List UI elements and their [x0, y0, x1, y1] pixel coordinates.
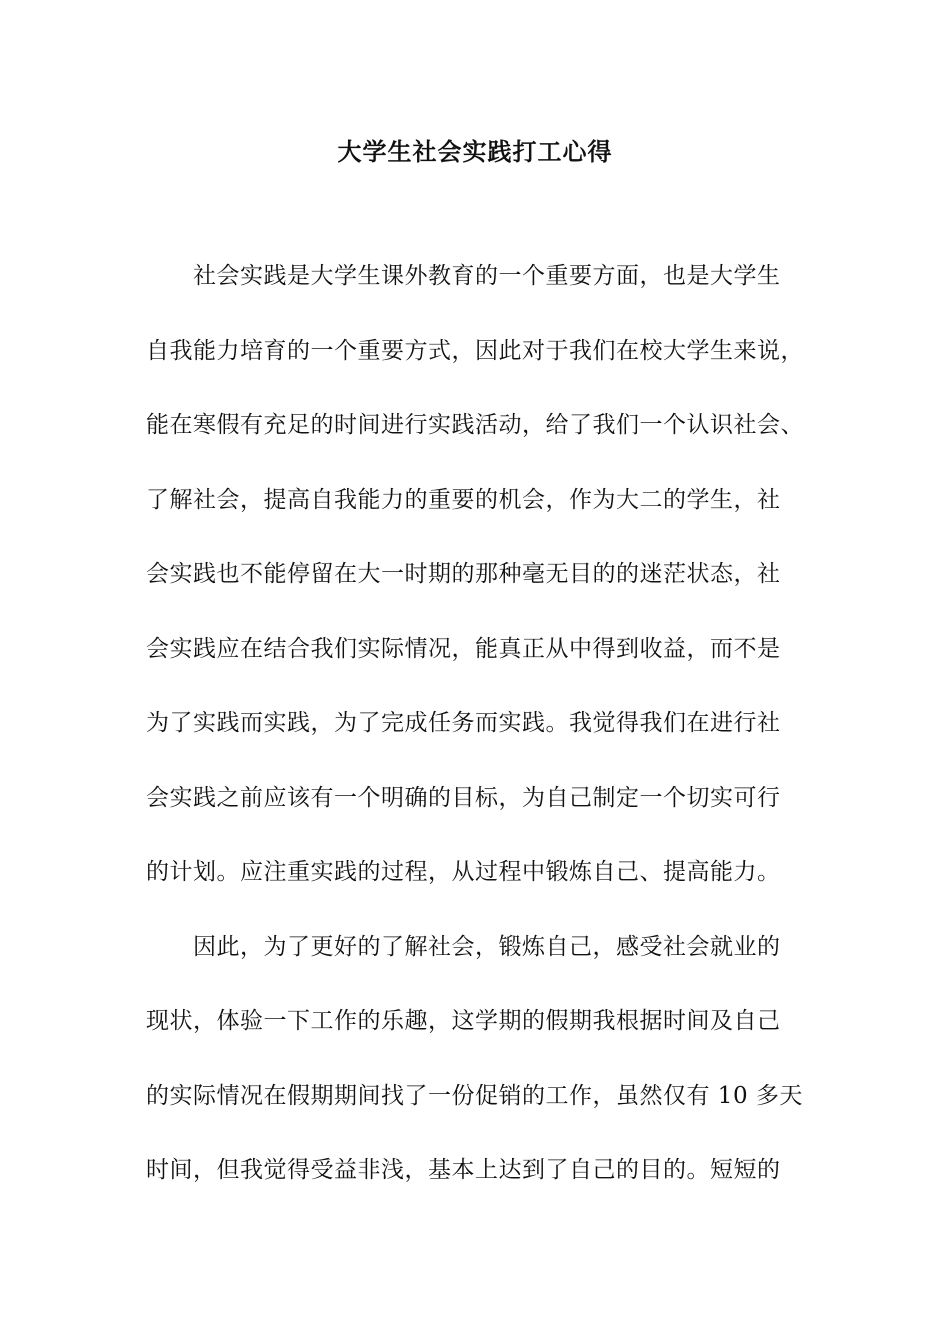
paragraph-1-line-5: 会实践也不能停留在大一时期的那种毫无目的的迷茫状态，社: [146, 561, 781, 587]
paragraph-2-line-4: 时间，但我觉得受益非浅，基本上达到了自己的目的。短短的: [146, 1157, 781, 1183]
paragraph-1-line-3: 能在寒假有充足的时间进行实践活动，给了我们一个认识社会、: [146, 412, 804, 438]
paragraph-2-line-1: 因此，为了更好的了解社会，锻炼自己，感受社会就业的: [193, 933, 781, 960]
paragraph-1-line-7: 为了实践而实践，为了完成任务而实践。我觉得我们在进行社: [146, 710, 781, 736]
paragraph-1-line-6: 会实践应在结合我们实际情况，能真正从中得到收益，而不是: [146, 635, 781, 662]
paragraph-2-line-3: 的实际情况在假期期间找了一份促销的工作，虽然仅有 10 多天: [146, 1082, 803, 1109]
paragraph-1-line-2: 自我能力培育的一个重要方式，因此对于我们在校大学生来说，: [146, 337, 804, 364]
paragraph-2-line-2: 现状，体验一下工作的乐趣，这学期的假期我根据时间及自己: [146, 1008, 781, 1034]
paragraph-1-line-4: 了解社会，提高自我能力的重要的机会，作为大二的学生，社: [146, 486, 781, 513]
paragraph-1-line-1: 社会实践是大学生课外教育的一个重要方面，也是大学生: [193, 263, 781, 289]
paragraph-1-line-9: 的计划。应注重实践的过程，从过程中锻炼自己、提高能力。: [146, 859, 781, 885]
paragraph-1-line-8: 会实践之前应该有一个明确的目标，为自己制定一个切实可行: [146, 784, 781, 811]
document-title: 大学生社会实践打工心得: [337, 137, 613, 166]
document-body: [146, 258, 826, 1227]
